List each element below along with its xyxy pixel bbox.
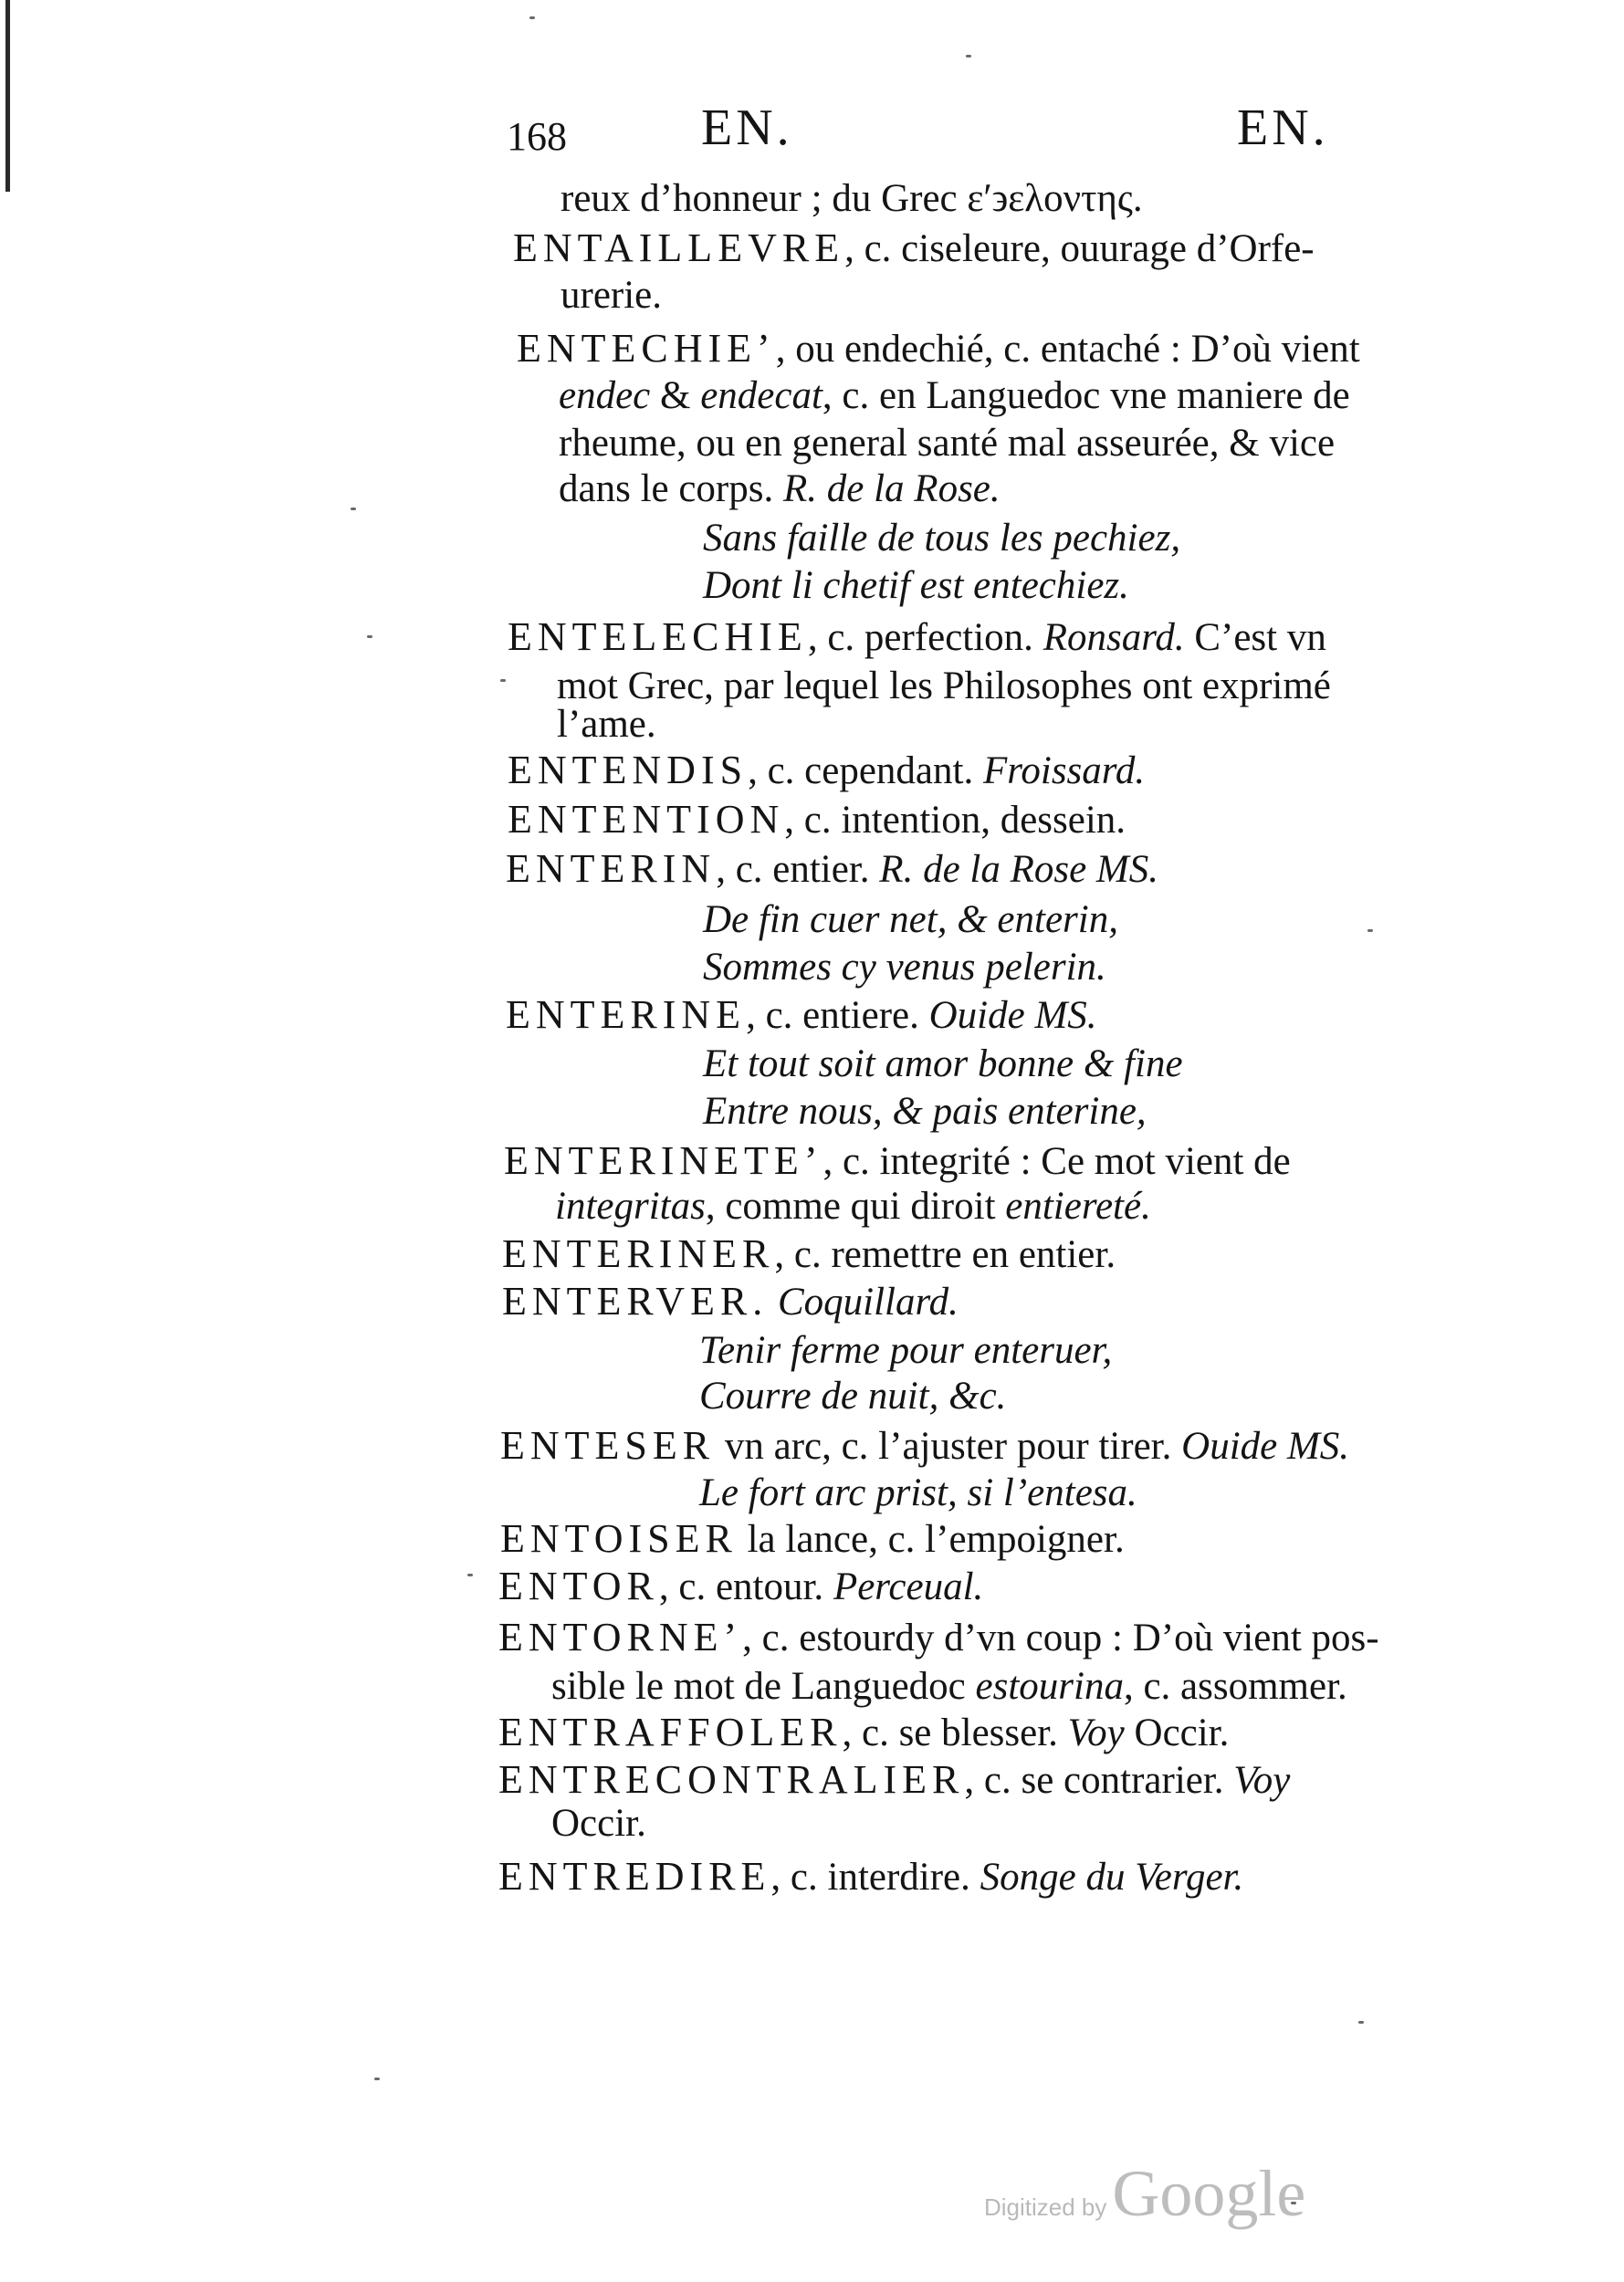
print-speck <box>529 16 535 19</box>
headword: ENTREDIRE <box>498 1854 771 1899</box>
page-edge-shadow <box>5 0 10 192</box>
entry-line: ENTELECHIE, c. perfection. Ronsard. C’est vn <box>508 614 1326 659</box>
entry-line: ENTOISER la lance, c. l’empoigner. <box>500 1516 1125 1561</box>
print-speck <box>1367 929 1373 932</box>
entry-line: ENTESER vn arc, c. l’ajuster pour tirer. Ouide MS. <box>500 1423 1350 1468</box>
entry-line: ENTERVER. Coquillard. <box>502 1279 959 1324</box>
headword: ENTESER <box>500 1423 716 1468</box>
entry-line: dans le corps. R. de la Rose. <box>559 467 1001 510</box>
verse-line: Courre de nuit, &c. <box>699 1375 1007 1418</box>
verse-line: Entre nous, & pais enterine, <box>703 1090 1147 1133</box>
headword: ENTERINER <box>502 1231 775 1276</box>
running-head-right: EN. <box>1237 99 1329 156</box>
headword: ENTORNE’ <box>498 1615 743 1659</box>
print-speck <box>500 679 506 682</box>
headword: ENTERINE <box>506 992 747 1037</box>
headword: ENTOR <box>498 1564 659 1608</box>
headword: ENTERVER. <box>502 1279 769 1324</box>
headword: ENTOISER <box>500 1516 738 1561</box>
entry-line: ENTERINE, c. entiere. Ouide MS. <box>506 992 1097 1037</box>
entry-line: mot Grec, par lequel les Philosophes ont exprimé <box>557 665 1331 707</box>
headword: ENTRECONTRALIER <box>498 1757 965 1802</box>
print-speck <box>374 2078 380 2080</box>
entry-line: ENTORNE’, c. estourdy d’vn coup : D’où vient pos- <box>498 1615 1379 1659</box>
digitized-watermark <box>984 2156 1305 2232</box>
entry-line: ENTENDIS, c. cependant. Froissard. <box>508 748 1146 792</box>
print-speck <box>467 1574 473 1576</box>
print-speck <box>351 508 356 510</box>
print-speck <box>1358 2021 1364 2024</box>
print-speck <box>367 635 372 638</box>
headword: ENTENTION <box>508 797 785 842</box>
verse-line: De fin cuer net, & enterin, <box>703 898 1118 941</box>
verse-line: Sommes cy venus pelerin. <box>703 946 1106 989</box>
running-head-left: EN. <box>701 99 793 156</box>
entry-line: sible le mot de Languedoc estourina, c. assommer. <box>551 1665 1347 1708</box>
entry-line: l’ame. <box>557 703 656 746</box>
print-speck <box>966 55 971 58</box>
verse-line: Le fort arc prist, si l’entesa. <box>699 1471 1137 1514</box>
verse-line: Et tout soit amor bonne & fine <box>703 1042 1183 1085</box>
entry-line: reux d’honneur ; du Grec εʹ϶ελοντης. <box>561 177 1143 220</box>
headword: ENTRAFFOLER <box>498 1710 843 1754</box>
headword: ENTAILLEVRE <box>513 225 845 270</box>
verse-line: Dont li chetif est entechiez. <box>703 564 1129 607</box>
verse-line: Tenir ferme pour enteruer, <box>699 1329 1113 1372</box>
headword: ENTELECHIE <box>508 614 808 659</box>
entry-line: ENTOR, c. entour. Perceual. <box>498 1564 984 1608</box>
entry-line: ENTRAFFOLER, c. se blesser. Voy Occir. <box>498 1710 1230 1754</box>
page-number: 168 <box>507 114 567 159</box>
headword: ENTERIN <box>506 846 717 891</box>
entry-line: ENTAILLEVRE, c. ciseleure, ouurage d’Orfe- <box>513 225 1315 270</box>
entry-line: ENTERINETE’, c. integrité : Ce mot vient de <box>504 1138 1291 1183</box>
entry-line: ENTECHIE’, ou endechié, c. entaché : D’où vient <box>517 326 1360 371</box>
entry-line: ENTERINER, c. remettre en entier. <box>502 1231 1116 1276</box>
headword: ENTECHIE’ <box>517 326 776 371</box>
headword: ENTENDIS <box>508 748 749 792</box>
entry-line: urerie. <box>561 274 663 317</box>
google-logo: Google <box>1112 2157 1306 2230</box>
entry-line: rheume, ou en general santé mal asseurée, & vice <box>559 422 1336 465</box>
entry-line: Occir. <box>551 1802 646 1845</box>
entry-line: integritas, comme qui diroit entiereté. <box>555 1185 1151 1228</box>
entry-line: ENTERIN, c. entier. R. de la Rose MS. <box>506 846 1158 891</box>
entry-line: ENTREDIRE, c. interdire. Songe du Verger. <box>498 1854 1244 1899</box>
entry-line: ENTENTION, c. intention, dessein. <box>508 797 1126 842</box>
headword: ENTERINETE’ <box>504 1138 823 1183</box>
entry-line: ENTRECONTRALIER, c. se contrarier. Voy <box>498 1757 1291 1802</box>
entry-line: endec & endecat, c. en Languedoc vne maniere de <box>559 374 1350 417</box>
verse-line: Sans faille de tous les pechiez, <box>703 517 1181 560</box>
digitized-by-label: Digitized by <box>984 2193 1107 2221</box>
